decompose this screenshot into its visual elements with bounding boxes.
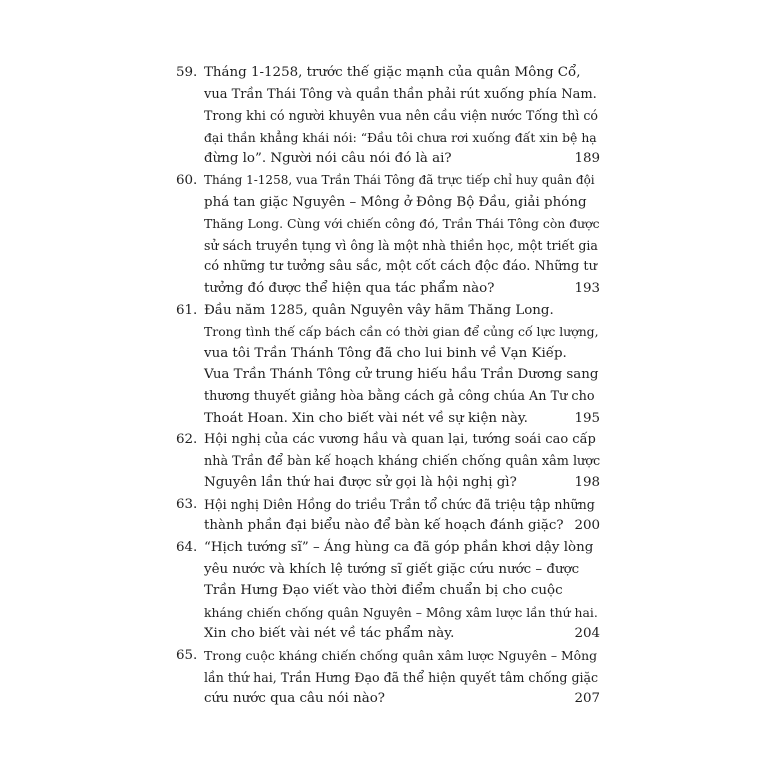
question-text-line: thành phần đại biểu nào để bàn kế hoạch đánh giặc?	[204, 518, 564, 534]
question-last-line	[204, 148, 600, 170]
question-text-line: Thoát Hoan. Xin cho biết vài nét về sự kiện này.	[204, 410, 528, 426]
question-text-line: Tháng 1-1258, vua Trần Thái Tông đã trực tiếp chỉ huy quân đội	[204, 172, 595, 187]
question-number: 59.	[176, 65, 198, 80]
question-text-line: vua tôi Trần Thánh Tông đã cho lui binh về Vạn Kiếp.	[204, 345, 567, 361]
question-text-line: Nguyên lần thứ hai được sử gọi là hội nghị gì?	[204, 475, 517, 491]
question-text-line: Đầu năm 1285, quân Nguyên vây hãm Thăng Long.	[204, 302, 554, 318]
question-text-line: Trong cuộc kháng chiến chống quân xâm lược Nguyên – Mông	[204, 648, 598, 664]
question-text-line: kháng chiến chống quân Nguyên – Mông xâm lược lần thứ hai.	[204, 604, 598, 620]
question-number: 60.	[176, 172, 198, 188]
question-number: 64.	[176, 540, 198, 556]
question-64	[176, 537, 600, 645]
question-number: 63.	[176, 496, 198, 512]
question-59	[176, 62, 600, 170]
question-text-line: yêu nước và khích lệ tướng sĩ giết giặc cứu nước – được	[204, 561, 580, 577]
page-number: 193	[574, 280, 600, 296]
page-number: 200	[574, 518, 600, 534]
question-62	[176, 429, 600, 494]
question-text-line: nhà Trần để bàn kế hoạch kháng chiến chống quân xâm lược	[204, 453, 601, 469]
question-text-line: Tháng 1-1258, trước thế giặc mạnh của quân Mông Cổ,	[204, 65, 581, 80]
page-number: 204	[574, 626, 600, 642]
page-number: 189	[574, 151, 600, 167]
question-text-line: vua Trần Thái Tông và quần thần phải rút xuống phía Nam.	[204, 86, 597, 102]
question-text-line: phá tan giặc Nguyên – Mông ở Đông Bộ Đầu, giải phóng	[204, 194, 587, 210]
page-number: 198	[574, 475, 600, 491]
question-text-line: Trần Hưng Đạo viết vào thời điểm chuẩn bị cho cuộc	[204, 583, 563, 599]
question-text-line: Hội nghị Diên Hồng do triều Trần tổ chức đã triệu tập những	[204, 496, 595, 512]
question-last-line	[204, 278, 600, 300]
question-number: 61.	[176, 302, 198, 318]
question-number: 62.	[176, 432, 198, 448]
page-number: 207	[574, 691, 600, 707]
question-text-line: “Hịch tướng sĩ” – Áng hùng ca đã góp phần khơi dậy lòng	[204, 540, 594, 556]
question-text-line: thương thuyết giảng hòa bằng cách gả công chúa An Tư cho	[204, 388, 595, 404]
question-text-line: đừng lo”. Người nói câu nói đó là ai?	[204, 151, 452, 167]
question-last-line	[204, 472, 600, 494]
page-number: 195	[574, 410, 600, 426]
question-last-line	[204, 623, 600, 645]
table-of-contents	[176, 62, 600, 710]
question-number: 65.	[176, 648, 198, 664]
question-text-line: tưởng đó được thể hiện qua tác phẩm nào?	[204, 280, 495, 296]
question-text-line: Trong khi có người khuyên vua nên cầu viện nước Tống thì có	[204, 108, 599, 124]
question-text-line: lần thứ hai, Trần Hưng Đạo đã thể hiện quyết tâm chống giặc	[204, 669, 599, 685]
question-text-line: đại thần khẳng khái nói: “Đầu tôi chưa rơi xuống đất xin bệ hạ	[204, 129, 597, 145]
question-text-line: cứu nước qua câu nói nào?	[204, 691, 385, 707]
question-text-line: có những tư tưởng sâu sắc, một cốt cách độc đáo. Những tư	[204, 259, 598, 275]
question-last-line	[204, 688, 600, 710]
question-text-line: Trong tình thế cấp bách cần có thời gian để củng cố lực lượng,	[204, 324, 599, 340]
question-text-line: Xin cho biết vài nét về tác phẩm này.	[204, 626, 455, 642]
question-text-line: Vua Trần Thánh Tông cử trung hiếu hầu Trần Dương sang	[204, 367, 599, 383]
question-65	[176, 645, 600, 710]
question-61	[176, 300, 600, 430]
question-60	[176, 170, 600, 300]
question-text-line: sử sách truyền tụng vì ông là một nhà thiền học, một triết gia	[204, 237, 598, 253]
question-last-line	[204, 515, 600, 537]
question-last-line	[204, 408, 600, 430]
question-text-line: Thăng Long. Cùng với chiến công đó, Trần Thái Tông còn được	[204, 216, 600, 232]
question-text-line: Hội nghị của các vương hầu và quan lại, tướng soái cao cấp	[204, 432, 596, 448]
question-63	[176, 494, 600, 537]
